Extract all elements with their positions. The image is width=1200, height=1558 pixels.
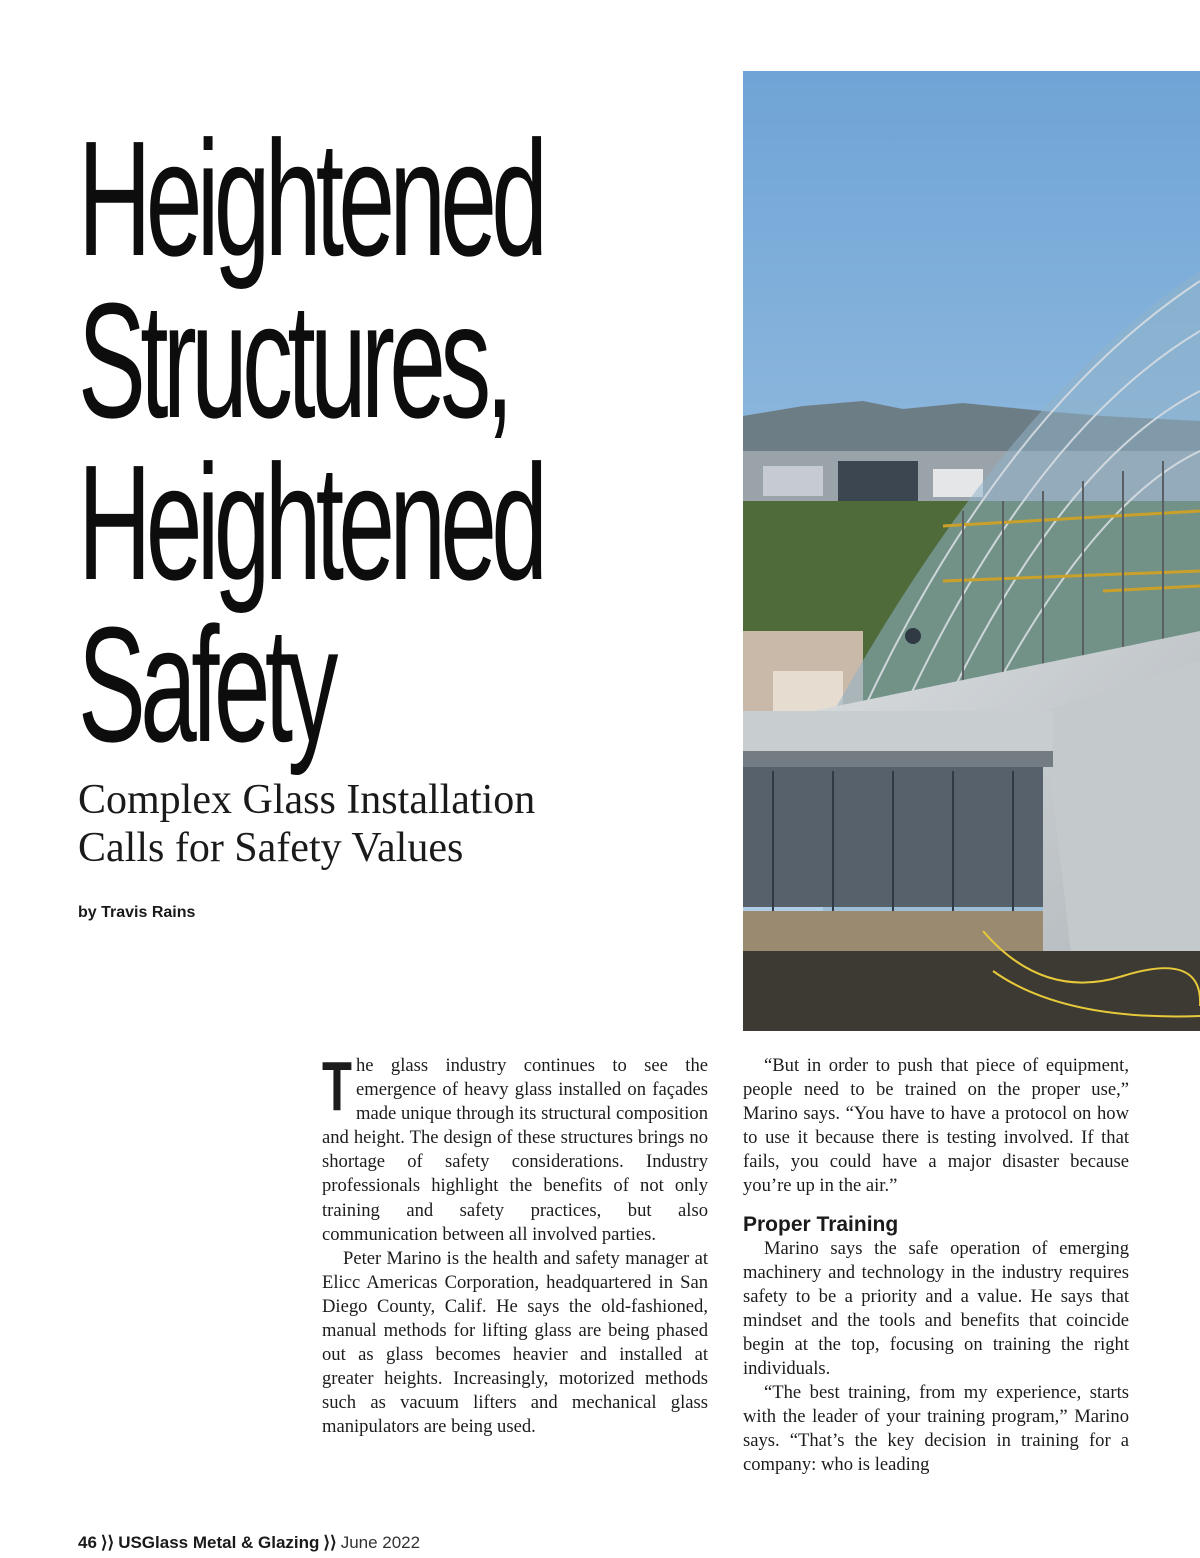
deck-line-1: Complex Glass Installation (78, 777, 536, 823)
deck-subtitle (78, 776, 638, 872)
issue-date: June 2022 (340, 1533, 421, 1552)
paragraph-1-text: he glass industry continues to see the emergence of heavy glass installed on façades made unique through its structural composition and height. The design of these structures brings no shortage of safety considerations. Industry professionals highlight the benefits of not only training and safety practices, but also communication between all involved parties. (322, 1055, 708, 1245)
construction-photo-icon (743, 71, 1200, 1031)
footer-separator-2: ⟩⟩ (323, 1533, 337, 1552)
section-subhead: Proper Training (743, 1212, 899, 1236)
article-column-2 (743, 1054, 1129, 1478)
construction-photo (743, 71, 1200, 1031)
paragraph-2: Peter Marino is the health and safety manager at Elicc Americas Corporation, headquartered in San Diego County, Calif. He says the old-fashioned, manual methods for lifting glass are being phased out as glass becomes heavier and installed at greater heights. Increasingly, motorized methods such as vacuum lifters and mechanical glass manipulators are being used. (322, 1247, 708, 1438)
page-number: 46 (78, 1533, 97, 1552)
paragraph-3: “But in order to push that piece of equipment, people need to be trained on the proper use,” Marino says. “You have to have a protocol on how to use it because there is testing involved. If that fails, you could have a major disaster because you’re up in the air.” (743, 1055, 1129, 1197)
headline (78, 107, 543, 776)
byline: by Travis Rains (78, 904, 196, 921)
headline-line-2: Structures, (78, 269, 509, 452)
paragraph-4: Marino says the safe operation of emerging machinery and technology in the industry requires safety to be a priority and a value. He says that mindset and the tools and benefits that coincide begin at the top, focusing on training the right individuals. (743, 1237, 1129, 1380)
headline-line-1: Heightened (78, 107, 543, 290)
paragraph (322, 1047, 708, 1247)
deck-line-2: Calls for Safety Values (78, 825, 464, 871)
footer-separator: ⟩⟩ (100, 1533, 115, 1552)
drop-cap: T (322, 1047, 352, 1125)
page-footer (78, 1533, 420, 1553)
paragraph-5: “The best training, from my experience, starts with the leader of your training program,” Marino says. “That’s the key decision in training for a company: who is leading (743, 1382, 1129, 1476)
article-column-1 (322, 1047, 708, 1440)
headline-line-3: Heightened (78, 431, 543, 614)
headline-line-4: Safety (78, 593, 333, 776)
magazine-name: USGlass Metal & Glazing (118, 1533, 320, 1552)
